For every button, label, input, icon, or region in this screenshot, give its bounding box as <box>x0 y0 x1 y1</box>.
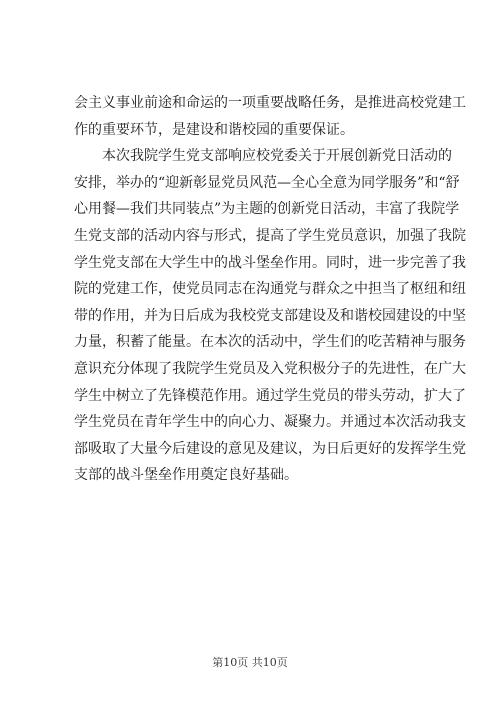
body-text <box>74 90 466 489</box>
text-line: 会主义事业前途和命运的一项重要战略任务，是推进高校党建工 <box>74 95 466 111</box>
text-line: 支部的战斗堡垒作用奠定良好基础。 <box>74 467 298 484</box>
text-line: 带的作用，并为日后成为我校党支部建设及和谐校园建设的中坚 <box>74 307 466 324</box>
text-line: 心用餐—我们共同装点”为主题的创新党日活动，丰富了我院学 <box>74 201 460 218</box>
text-line: 作的重要环节，是建设和谐校园的重要保证。 <box>74 121 354 138</box>
text-line: 生党支部的活动内容与形式，提高了学生党员意识，加强了我院 <box>74 227 466 244</box>
text-line: 院的党建工作，使党员同志在沟通党与群众之中担当了枢纽和纽 <box>74 281 466 298</box>
text-line: 力量，积蓄了能量。在本次的活动中，学生们的吃苦精神与服务 <box>74 334 466 351</box>
text-line: 意识充分体现了我院学生党员及入党积极分子的先进性，在广大 <box>74 360 466 377</box>
text-line: 安排，举办的“迎新彰显党员风范—全心全意为同学服务”和“舒 <box>74 174 460 191</box>
text-line: 本次我院学生党支部响应校党委关于开展创新党日活动的 <box>74 148 452 165</box>
page-number-footer: 第10页 共10页 <box>212 656 288 669</box>
text-line: 学生党支部在大学生中的战斗堡垒作用。同时，进一步完善了我 <box>74 254 466 271</box>
text-line: 学生党员在青年学生中的向心力、凝聚力。并通过本次活动我支 <box>74 414 466 431</box>
text-line: 学生中树立了先锋模范作用。通过学生党员的带头劳动，扩大了 <box>74 387 466 404</box>
text-line: 部吸取了大量今后建设的意见及建议，为日后更好的发挥学生党 <box>74 440 466 457</box>
